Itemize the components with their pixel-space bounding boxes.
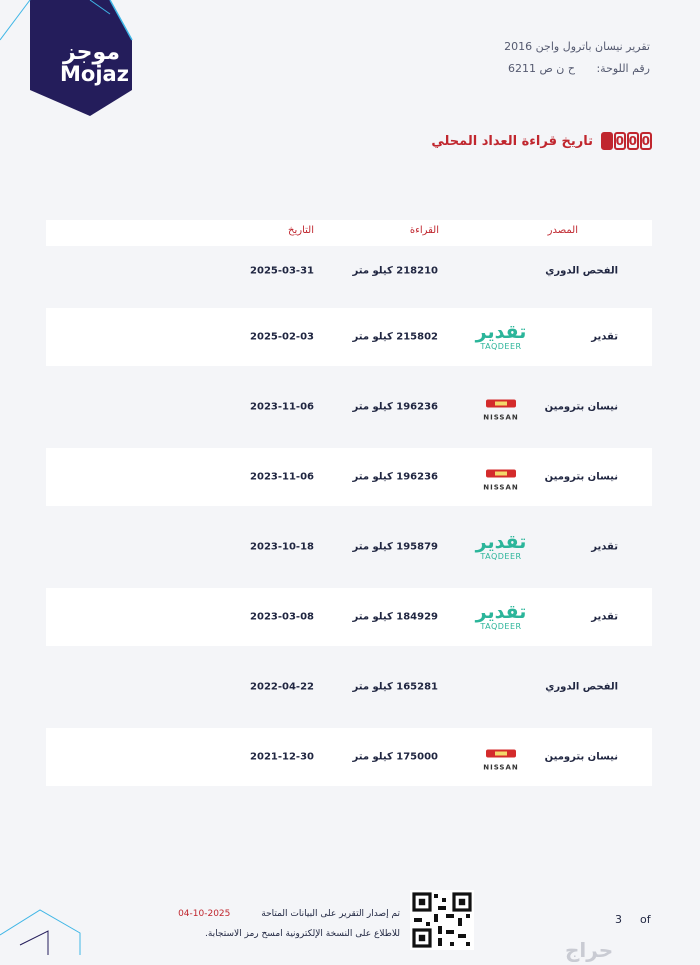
table-row bbox=[46, 658, 652, 716]
cell-source: الفحص الدوري bbox=[545, 681, 618, 693]
taqdeer-logo bbox=[471, 602, 531, 632]
nissan-logo-text: NISSAN bbox=[483, 483, 519, 492]
qr-code[interactable] bbox=[410, 890, 474, 950]
footer-issued-text: تم إصدار التقرير على البيانات المتاحة bbox=[261, 909, 400, 919]
table-row bbox=[46, 246, 652, 296]
odometer-digit bbox=[601, 132, 613, 150]
cell-reading: 196236 كيلو متر bbox=[352, 401, 438, 413]
nissan-logo-text: NISSAN bbox=[483, 763, 519, 772]
taqdeer-logo-en: TAQDEER bbox=[480, 622, 522, 631]
taqdeer-logo-en: TAQDEER bbox=[480, 342, 522, 351]
cell-reading: 215802 كيلو متر bbox=[352, 331, 438, 343]
table-row bbox=[46, 728, 652, 786]
cell-date: 2025-03-31 bbox=[250, 265, 314, 277]
cell-reading: 218210 كيلو متر bbox=[352, 265, 438, 277]
cell-date: 2023-11-06 bbox=[250, 401, 314, 413]
cell-reading: 175000 كيلو متر bbox=[352, 751, 438, 763]
qr-code-icon bbox=[410, 890, 474, 950]
footer-issued-date: 2025-10-04 bbox=[178, 909, 231, 919]
taqdeer-logo bbox=[471, 322, 531, 352]
header-date: التاريخ bbox=[288, 225, 314, 236]
petromin-badge-icon bbox=[486, 470, 516, 478]
section-title-text: تاريخ قراءة العداد المحلي bbox=[431, 133, 593, 149]
cell-date: 2023-10-18 bbox=[250, 541, 314, 553]
odometer-digit: 0 bbox=[615, 134, 624, 148]
plate-row bbox=[504, 58, 650, 80]
odometer-table bbox=[46, 220, 652, 786]
mojaz-logo bbox=[0, 0, 150, 130]
cell-date: 2023-11-06 bbox=[250, 471, 314, 483]
header-source: المصدر bbox=[547, 225, 578, 236]
table-row bbox=[46, 308, 652, 366]
footer-decoration bbox=[0, 895, 110, 955]
nissan-petromin-logo bbox=[471, 393, 531, 422]
cell-source: تقدير bbox=[591, 331, 618, 343]
nissan-petromin-logo bbox=[471, 743, 531, 772]
taqdeer-logo-ar: تقدير bbox=[475, 601, 527, 623]
table-row bbox=[46, 588, 652, 646]
report-header bbox=[504, 36, 650, 80]
petromin-badge-icon bbox=[486, 400, 516, 408]
table-row bbox=[46, 448, 652, 506]
odometer-icon bbox=[601, 132, 652, 150]
plate-value: ح ن ص 6211 bbox=[508, 62, 575, 75]
petromin-badge-icon bbox=[486, 750, 516, 758]
cell-source: نيسان بترومين bbox=[544, 471, 618, 483]
logo-text-arabic: موجز bbox=[63, 40, 120, 65]
cell-reading: 184929 كيلو متر bbox=[352, 611, 438, 623]
section-title bbox=[431, 132, 652, 150]
cell-source: الفحص الدوري bbox=[545, 265, 618, 277]
table-row bbox=[46, 518, 652, 576]
logo-text-english: Mojaz bbox=[60, 62, 129, 86]
taqdeer-logo bbox=[471, 532, 531, 562]
cell-source: تقدير bbox=[591, 541, 618, 553]
nissan-logo-text: NISSAN bbox=[483, 413, 519, 422]
plate-label: رقم اللوحة: bbox=[596, 62, 650, 75]
footer-scan-text: للاطلاع على النسخة الإلكترونية امسح رمز الاستجابة. bbox=[205, 929, 400, 939]
cell-source: نيسان بترومين bbox=[544, 751, 618, 763]
cell-reading: 165281 كيلو متر bbox=[352, 681, 438, 693]
page-number: 3 bbox=[615, 913, 622, 926]
taqdeer-logo-ar: تقدير bbox=[475, 531, 527, 553]
report-title: تقرير نيسان باترول واجن 2016 bbox=[504, 40, 650, 53]
footer-text bbox=[178, 904, 400, 944]
taqdeer-logo-ar: تقدير bbox=[475, 321, 527, 343]
cell-reading: 196236 كيلو متر bbox=[352, 471, 438, 483]
taqdeer-logo-en: TAQDEER bbox=[480, 552, 522, 561]
table-header bbox=[46, 220, 652, 246]
cell-source: نيسان بترومين bbox=[544, 401, 618, 413]
cell-date: 2022-04-22 bbox=[250, 681, 314, 693]
table-row bbox=[46, 378, 652, 436]
header-reading: القراءة bbox=[409, 225, 439, 236]
cell-source: تقدير bbox=[591, 611, 618, 623]
odometer-digit: 0 bbox=[641, 134, 650, 148]
footer-issued-row bbox=[178, 904, 400, 924]
cell-date: 2021-12-30 bbox=[250, 751, 314, 763]
cell-date: 2023-03-08 bbox=[250, 611, 314, 623]
page-of: of bbox=[640, 913, 651, 926]
nissan-petromin-logo bbox=[471, 463, 531, 492]
watermark: حراج bbox=[565, 938, 614, 962]
cell-date: 2025-02-03 bbox=[250, 331, 314, 343]
cell-reading: 195879 كيلو متر bbox=[352, 541, 438, 553]
odometer-digit: 0 bbox=[628, 134, 637, 148]
